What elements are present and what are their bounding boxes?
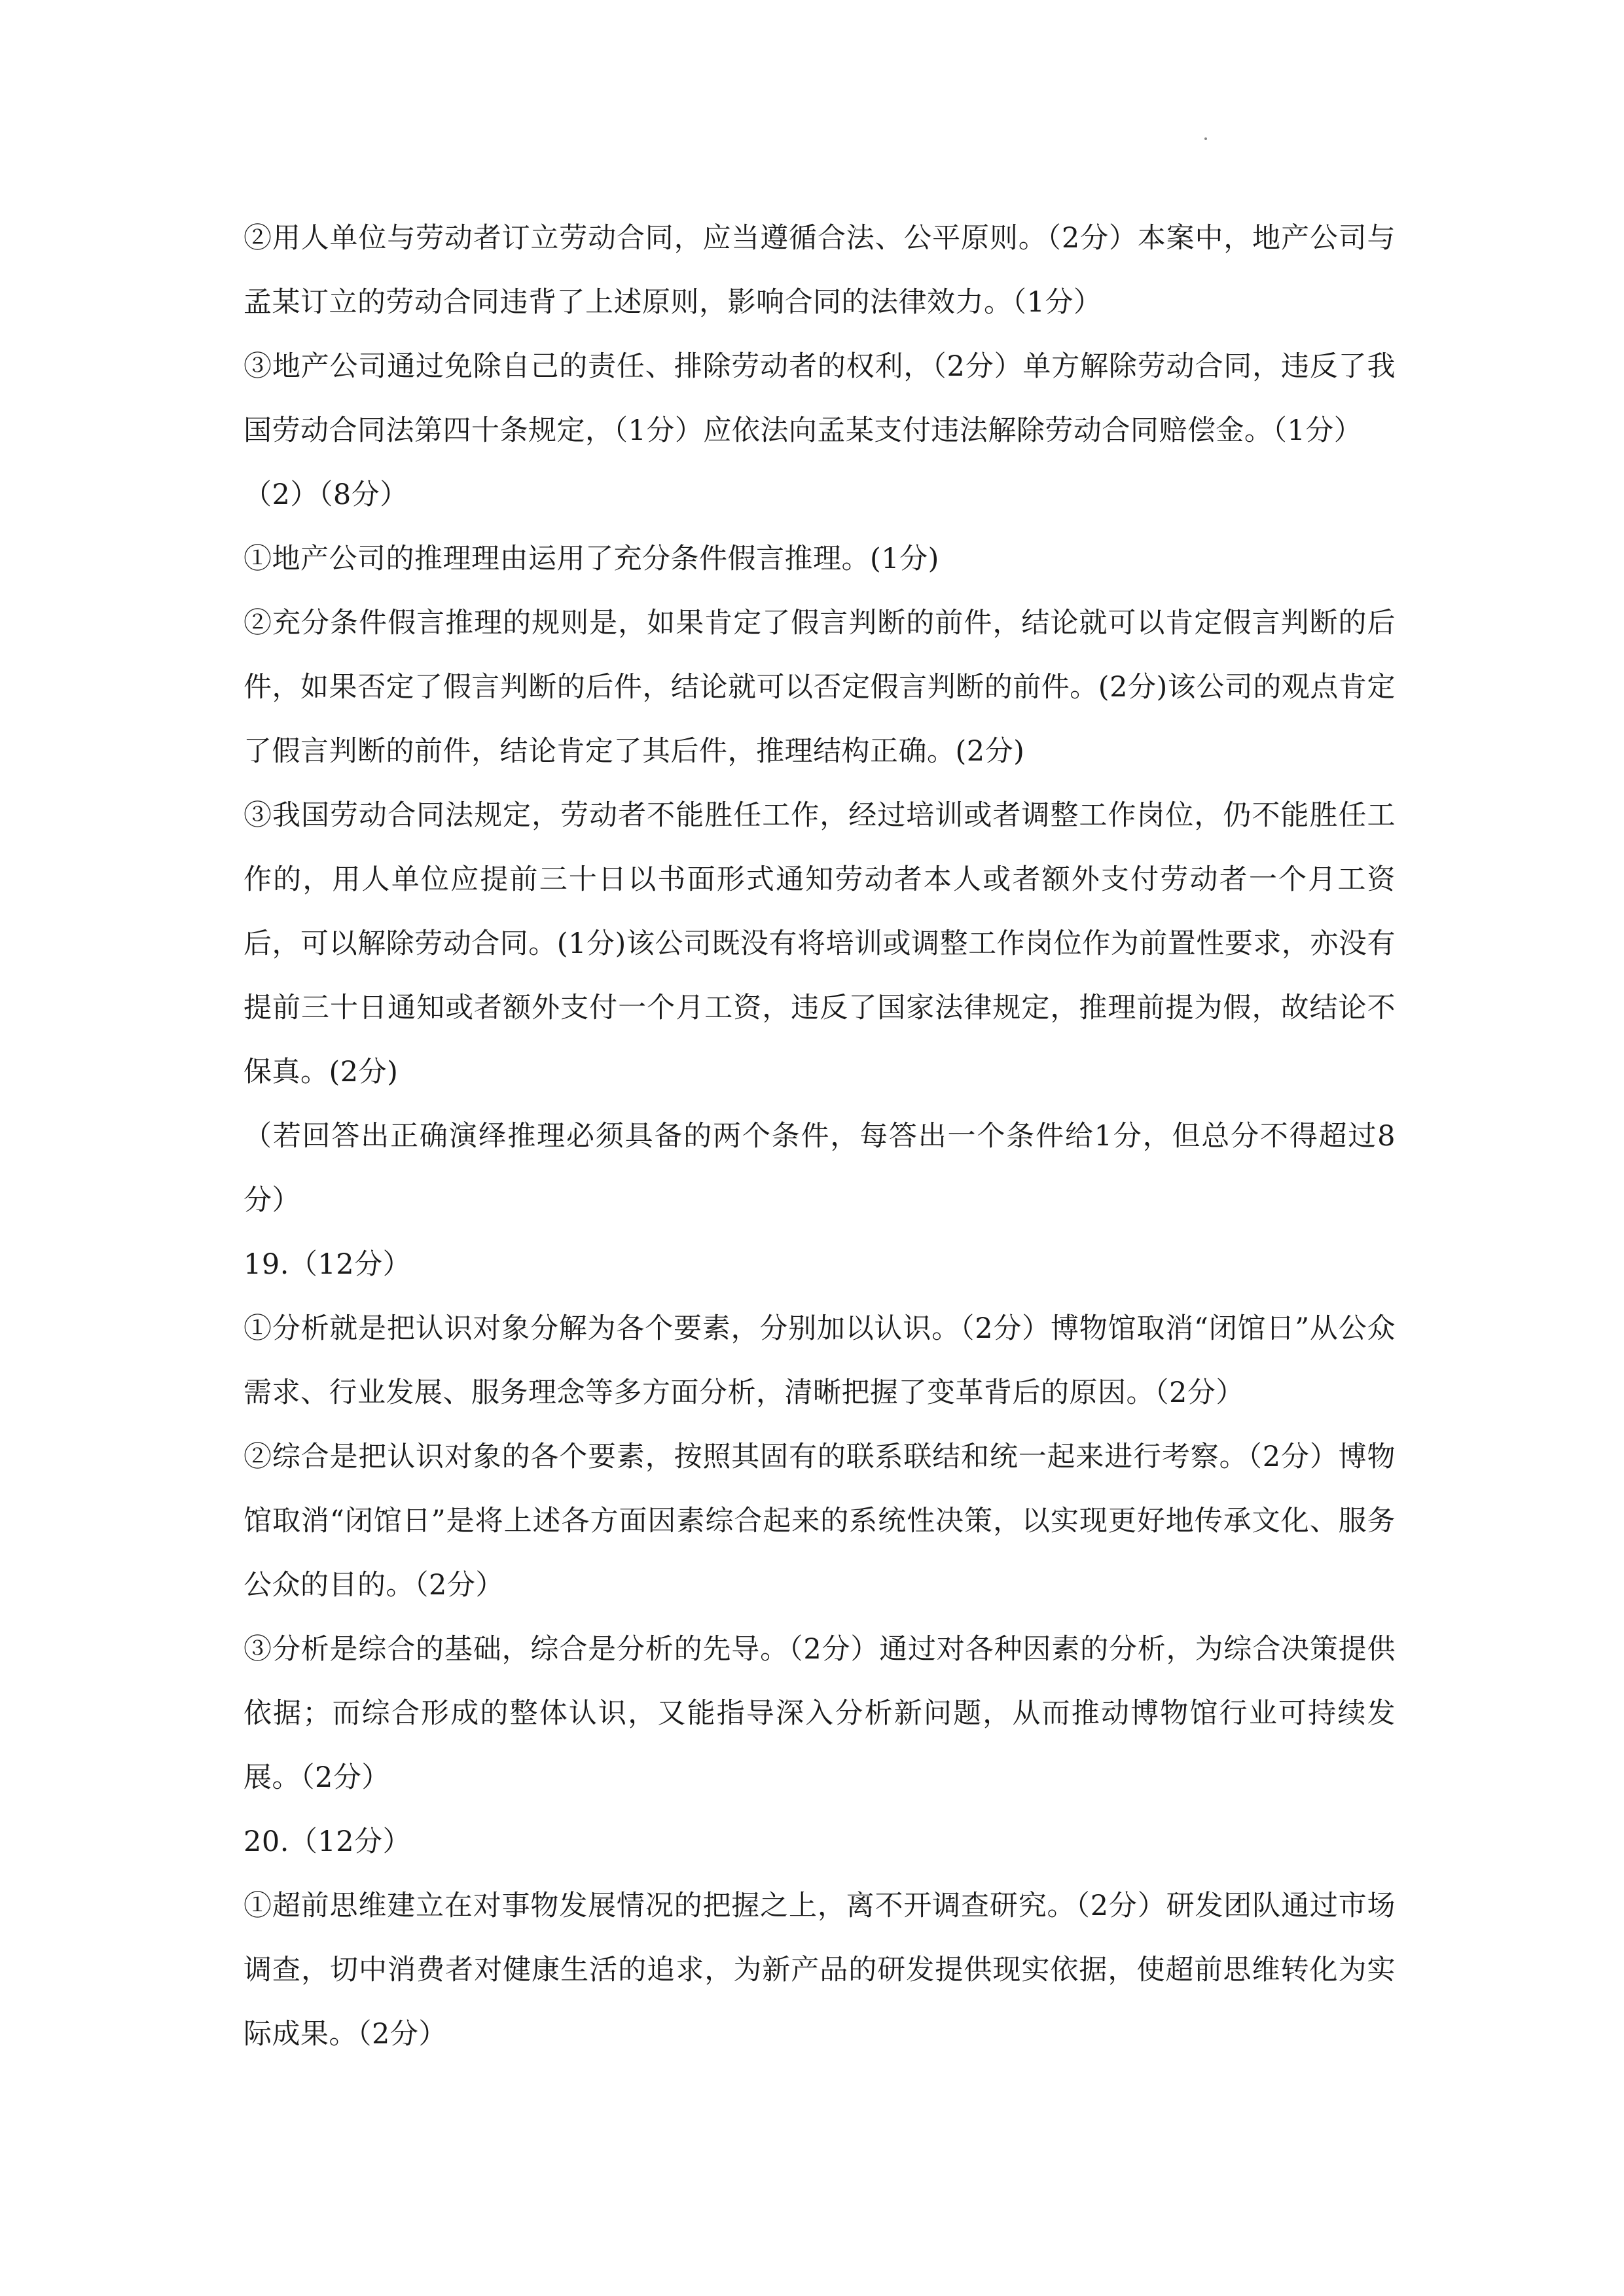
answer-paragraph: ③我国劳动合同法规定，劳动者不能胜任工作，经过培训或者调整工作岗位，仍不能胜任工作的，用人单位应提前三十日以书面形式通知劳动者本人或者额外支付劳动者一个月工资后，可以解除劳动合同。(1分)该公司既没有将培训或调整工作岗位作为前置性要求，亦没有提前三十日通知或者额外支付一个月工资，违反了国家法律规定，推理前提为假，故结论不保真。(2分) [244,799,1396,1088]
answer-paragraph: ②充分条件假言推理的规则是，如果肯定了假言判断的前件，结论就可以肯定假言判断的后件，如果否定了假言判断的后件，结论就可以否定假言判断的前件。(2分)该公司的观点肯定了假言判断的前件，结论肯定了其后件，推理结构正确。(2分) [244,607,1396,768]
scoring-note: （若回答出正确演绎推理必须具备的两个条件，每答出一个条件给1分，但总分不得超过8分） [244,1120,1396,1217]
answer-paragraph: ①超前思维建立在对事物发展情况的把握之上，离不开调查研究。（2分）研发团队通过市场调查，切中消费者对健康生活的追求，为新产品的研发提供现实依据，使超前思维转化为实际成果。（2分） [244,1890,1396,2051]
answer-paragraph: ③分析是综合的基础，综合是分析的先导。（2分）通过对各种因素的分析，为综合决策提供依据；而综合形成的整体认识，又能指导深入分析新问题，从而推动博物馆行业可持续发展。（2分） [244,1633,1396,1794]
question-heading: 19.（12分） [244,1248,412,1281]
answer-paragraph: ③地产公司通过免除自己的责任、排除劳动者的权利，（2分）单方解除劳动合同，违反了我国劳动合同法第四十条规定，（1分）应依法向孟某支付违法解除劳动合同赔偿金。（1分） [244,350,1396,447]
answer-paragraph: ②综合是把认识对象的各个要素，按照其固有的联系联结和统一起来进行考察。（2分）博物馆取消“闭馆日”是将上述各方面因素综合起来的系统性决策，以实现更好地传承文化、服务公众的目的。（2分） [244,1441,1396,1602]
answer-text-body [244,206,1396,2066]
answer-paragraph: ①分析就是把认识对象分解为各个要素，分别加以认识。（2分）博物馆取消“闭馆日”从公众需求、行业发展、服务理念等多方面分析，清晰把握了变革背后的原因。（2分） [244,1312,1396,1409]
answer-paragraph: ①地产公司的推理理由运用了充分条件假言推理。(1分) [244,543,939,575]
answer-paragraph: ②用人单位与劳动者订立劳动合同，应当遵循合法、公平原则。（2分）本案中，地产公司与孟某订立的劳动合同违背了上述原则，影响合同的法律效力。（1分） [244,222,1396,319]
question-heading: 20.（12分） [244,1825,412,1858]
scan-speck [1204,137,1207,140]
sub-question-heading: （2）（8分） [244,478,408,511]
